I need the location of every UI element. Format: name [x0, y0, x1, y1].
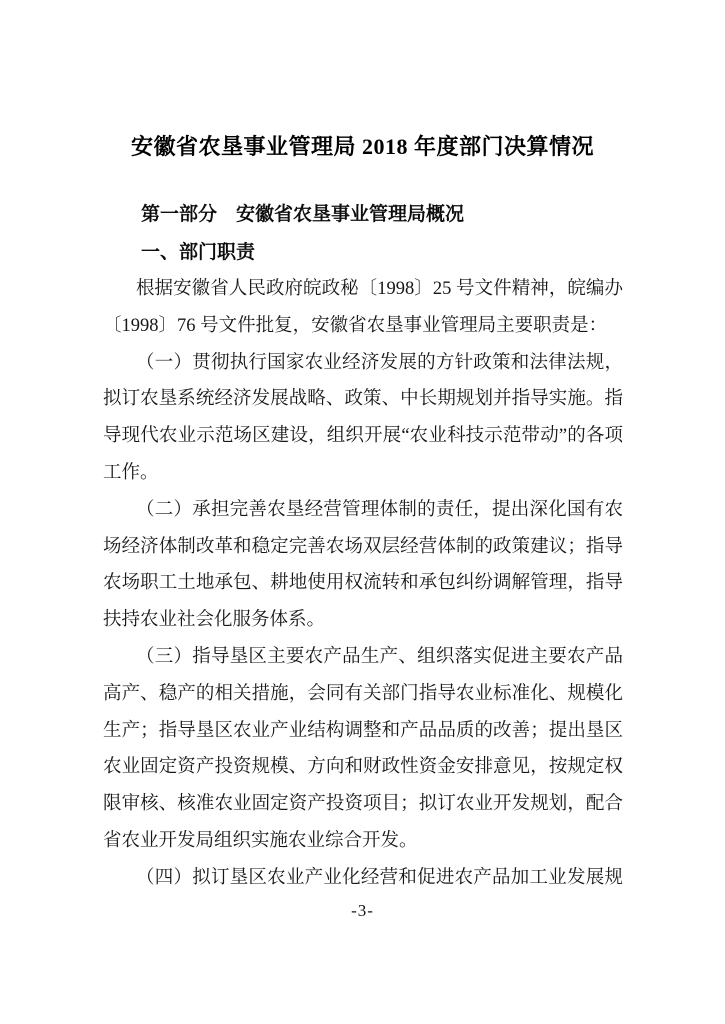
body-line: 场经济体制改革和稳定完善农场双层经营体制的政策建议；指导	[103, 536, 623, 557]
body-line: 农场职工土地承包、耕地使用权流转和承包纠纷调解管理，指导	[103, 573, 623, 594]
body-line: （四）拟订垦区农业产业化经营和促进农产品加工业发展规	[136, 867, 623, 888]
body-line: 拟订农垦系统经济发展战略、政策、中长期规划并指导实施。指	[103, 389, 623, 410]
body-line: 农业固定资产投资规模、方向和财政性资金安排意见，按规定权	[103, 757, 623, 778]
body-line: 生产；指导垦区农业产业结构调整和产品品质的改善；提出垦区	[103, 720, 623, 741]
section-heading-part1: 第一部分 安徽省农垦事业管理局概况	[141, 204, 465, 225]
document-title: 安徽省农垦事业管理局 2018 年度部门决算情况	[130, 134, 594, 159]
body-line: （三）指导垦区主要农产品生产、组织落实促进主要农产品	[136, 646, 623, 667]
body-line: 省农业开发局组织实施农业综合开发。	[103, 830, 418, 851]
body-line: 扶持农业社会化服务体系。	[103, 610, 326, 631]
body-line: 根据安徽省人民政府皖政秘〔1998〕25 号文件精神，皖编办	[136, 279, 623, 299]
section-heading-duties: 一、部门职责	[141, 242, 256, 263]
body-line: （一）贯彻执行国家农业经济发展的方针政策和法律法规，	[136, 352, 623, 373]
body-line: 高产、稳产的相关措施，会同有关部门指导农业标准化、规模化	[103, 683, 623, 704]
body-line: 限审核、核准农业固定资产投资项目；拟订农业开发规划，配合	[103, 794, 623, 815]
body-line: （二）承担完善农垦经营管理体制的责任，提出深化国有农	[136, 499, 623, 520]
body-text-block	[103, 271, 623, 897]
body-line: 导现代农业示范场区建设，组织开展“农业科技示范带动”的各项	[103, 426, 623, 447]
page-number: -3-	[351, 901, 374, 920]
body-line: 〔1998〕76 号文件批复，安徽省农垦事业管理局主要职责是：	[103, 315, 608, 336]
body-line: 工作。	[103, 462, 159, 483]
